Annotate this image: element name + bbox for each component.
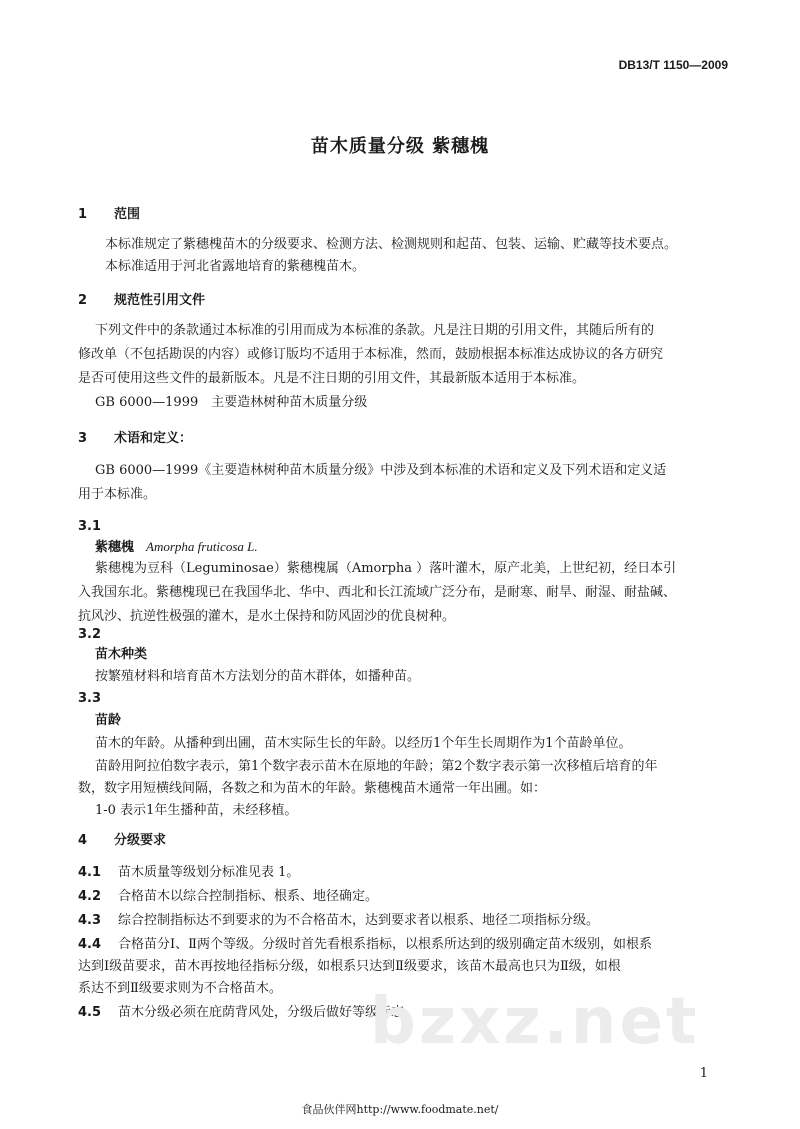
definition-3-3-line: 数，数字用短横线间隔，各数之和为苗木的年龄。紫穗槐苗木通常一年出圃。如： [78,781,547,796]
section-3-line: 用于本标准。 [78,487,157,502]
section-2-line: 是否可使用这些文件的最新版本。凡是不注日期的引用文件，其最新版本适用于本标准。 [78,371,586,386]
term-3-2: 苗木种类 [95,647,148,662]
requirement-4-5: 4.5 苗木分级必须在庇荫背风处，分级后做好等级标志。 [78,1005,418,1020]
section-2-line: 修改单（不包括勘误的内容）或修订版均不适用于本标准，然而，鼓励根据本标准达成协议的各方研究 [78,347,664,362]
referenced-standard: GB 6000—1999 主要造林树种苗木质量分级 [95,395,368,410]
requirement-4-3: 4.3 综合控制指标达不到要求的为不合格苗木，达到要求者以根系、地径二项指标分级。 [78,913,600,928]
term-3-3: 苗龄 [95,713,122,728]
definition-3-1-line: 紫穗槐为豆科（Leguminosae）紫穗槐属（Amorpha ）落叶灌木，原产北美，上世纪初，经日本引 [95,561,677,576]
document-title: 苗木质量分级 紫穗槐 [310,136,490,157]
section-1-line: 本标准规定了紫穗槐苗木的分级要求、检测方法、检测规则和起苗、包装、运输、贮藏等技术要点。 [105,237,678,252]
watermark: bzxz.net [370,985,700,1059]
document-code: DB13/T 1150—2009 [618,58,728,72]
definition-3-1-line: 抗风沙、抗逆性极强的灌木，是水土保持和防风固沙的优良树种。 [78,609,456,624]
section-3-line: GB 6000—1999《主要造林树种苗木质量分级》中涉及到本标准的术语和定义及下列术语和定义适 [95,463,667,478]
subsection-3-1-number: 3.1 [78,519,102,534]
requirement-4-2: 4.2 合格苗木以综合控制指标、根系、地径确定。 [78,889,379,904]
section-1-line: 本标准适用于河北省露地培育的紫穗槐苗木。 [105,259,366,274]
definition-3-3-line: 苗木的年龄。从播种到出圃，苗木实际生长的年龄。以经历1个年生长周期作为1个苗龄单位。 [95,736,632,751]
requirement-4-1: 4.1 苗木质量等级划分标准见表 1。 [78,865,300,880]
requirement-4-4-line: 达到Ⅰ级苗要求，苗木再按地径指标分级，如根系只达到Ⅱ级要求，该苗木最高也只为Ⅱ级，如根 [78,959,621,974]
section-1-heading: 1 范围 [78,207,141,222]
definition-3-1-line: 入我国东北。紫穗槐现已在我国华北、华中、西北和长江流域广泛分布，是耐寒、耐旱、耐湿、耐盐碱、 [78,585,677,600]
term-3-1: 紫穗槐 Amorpha fruticosa L. [95,539,258,555]
definition-3-3-line: 1-0 表示1年生播种苗，未经移植。 [95,803,298,818]
section-2-line: 下列文件中的条款通过本标准的引用而成为本标准的条款。凡是注日期的引用文件，其随后所有的 [95,323,655,338]
subsection-3-3-number: 3.3 [78,691,102,706]
requirement-4-4-line: 系达不到Ⅱ级要求则为不合格苗木。 [78,981,282,996]
section-4-heading: 4 分级要求 [78,833,167,848]
definition-3-3-line: 苗龄用阿拉伯数字表示，第1个数字表示苗木在原地的年龄；第2个数字表示第一次移植后培育的年 [95,759,658,774]
requirement-4-4: 4.4 合格苗分Ⅰ、Ⅱ两个等级。分级时首先看根系指标，以根系所达到的级别确定苗木级别，如根系 [78,937,652,952]
section-3-heading: 3 术语和定义： [78,431,193,446]
definition-3-2-line: 按繁殖材料和培育苗木方法划分的苗木群体，如播种苗。 [95,669,421,684]
section-2-heading: 2 规范性引用文件 [78,293,206,308]
footer-source: 食品伙伴网http://www.foodmate.net/ [301,1103,499,1116]
page-number: 1 [699,1066,708,1081]
subsection-3-2-number: 3.2 [78,627,102,642]
